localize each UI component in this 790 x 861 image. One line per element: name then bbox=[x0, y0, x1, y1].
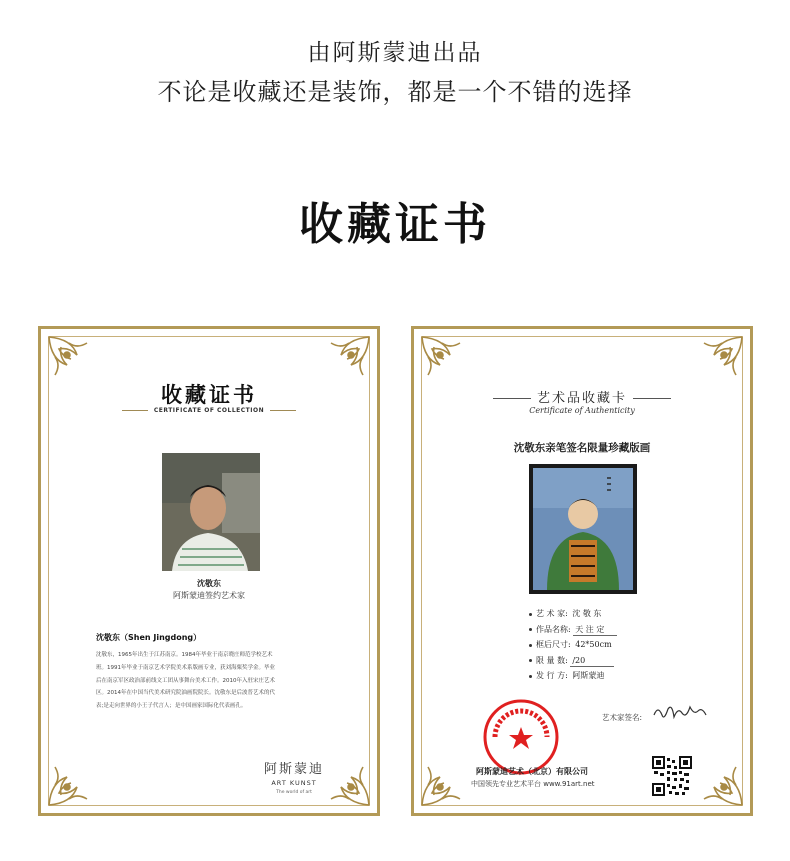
collection-certificate bbox=[38, 326, 380, 816]
bio-line: 后在南京军区政治部前线文工团从事舞台美术工作。2010年入驻宋庄艺术 bbox=[96, 677, 275, 684]
intro-line-2: 不论是收藏还是装饰，都是一个不错的选择 bbox=[157, 78, 633, 106]
art-card-title: 艺术品收藏卡 bbox=[414, 387, 750, 406]
field-value: /20 bbox=[570, 655, 614, 667]
bio-line: 表;是走向世界的小王子代言人；是中国画家国际化代表画孔。 bbox=[96, 703, 247, 710]
field-value: 阿斯蒙迪 bbox=[572, 671, 605, 680]
field-label: 艺 术 家: bbox=[536, 609, 568, 618]
artist-role: 阿斯蒙迪签约艺术家 bbox=[173, 591, 245, 600]
corner-ornament-icon bbox=[321, 335, 371, 385]
bio-line: 沈敬东，1965年出生于江苏南京。1984年毕业于南京晓庄师范学校艺术 bbox=[96, 652, 273, 658]
artist-bio bbox=[96, 649, 328, 713]
artist-name: 沈敬东 bbox=[197, 579, 221, 588]
corner-ornament-icon bbox=[47, 335, 97, 385]
art-collection-card bbox=[411, 326, 753, 816]
field-label: 框后尺寸: bbox=[536, 640, 571, 649]
field-value: 42*50cm bbox=[575, 640, 612, 649]
detail-row-artist bbox=[529, 606, 729, 622]
bio-line: 班。1991年毕业于南京艺术学院美术系版画专业，获刘海粟奖学金。毕业 bbox=[96, 664, 275, 671]
certificate-title: 收藏证书 bbox=[161, 383, 257, 407]
field-label: 限 量 数: bbox=[536, 655, 568, 665]
signature-mark bbox=[652, 701, 708, 723]
artwork-details bbox=[529, 606, 729, 684]
brand-name-cn: 阿斯蒙迪 bbox=[263, 762, 324, 777]
art-card-subtitle: Certificate of Authenticity bbox=[529, 406, 635, 415]
company-tagline: 中国领先专业艺术平台 www.91art.net bbox=[471, 780, 595, 788]
intro-line-1: 由阿斯蒙迪出品 bbox=[307, 40, 483, 66]
brand-tagline: The world of art bbox=[276, 790, 312, 795]
corner-ornament-icon bbox=[420, 335, 470, 385]
corner-ornament-icon bbox=[694, 335, 744, 385]
corner-ornament-icon bbox=[47, 757, 97, 807]
company-seal bbox=[481, 697, 561, 777]
section-title: 收藏证书 bbox=[299, 199, 491, 250]
corner-ornament-icon bbox=[694, 757, 744, 807]
field-value: 沈 敬 东 bbox=[572, 609, 602, 618]
field-value: 天 注 定 bbox=[573, 624, 617, 636]
certificate-subtitle: CERTIFICATE OF COLLECTION bbox=[41, 407, 377, 414]
company-name: 阿斯蒙迪艺术（北京）有限公司 bbox=[476, 767, 588, 776]
field-label: 作品名称: bbox=[536, 624, 571, 634]
detail-row-publisher bbox=[529, 668, 729, 684]
detail-row-edition bbox=[529, 653, 729, 669]
brand-logo bbox=[249, 758, 339, 795]
qr-code-icon[interactable] bbox=[652, 756, 692, 796]
artwork-image bbox=[529, 464, 637, 594]
bio-line: 区。2014年在中国当代美术研究院油画院院长。沈敬东是后波普艺术的代 bbox=[96, 690, 275, 697]
detail-row-title bbox=[529, 622, 729, 638]
brand-name-en: ART KUNST bbox=[271, 779, 317, 787]
detail-row-size bbox=[529, 637, 729, 653]
corner-ornament-icon bbox=[420, 757, 470, 807]
bio-heading: 沈敬东（Shen Jingdong） bbox=[96, 633, 202, 642]
signature-label: 艺术家签名: bbox=[602, 713, 643, 722]
artwork-title: 沈敬东亲笔签名限量珍藏版画 bbox=[513, 442, 651, 454]
artist-portrait bbox=[162, 453, 260, 571]
field-label: 发 行 方: bbox=[536, 671, 568, 680]
